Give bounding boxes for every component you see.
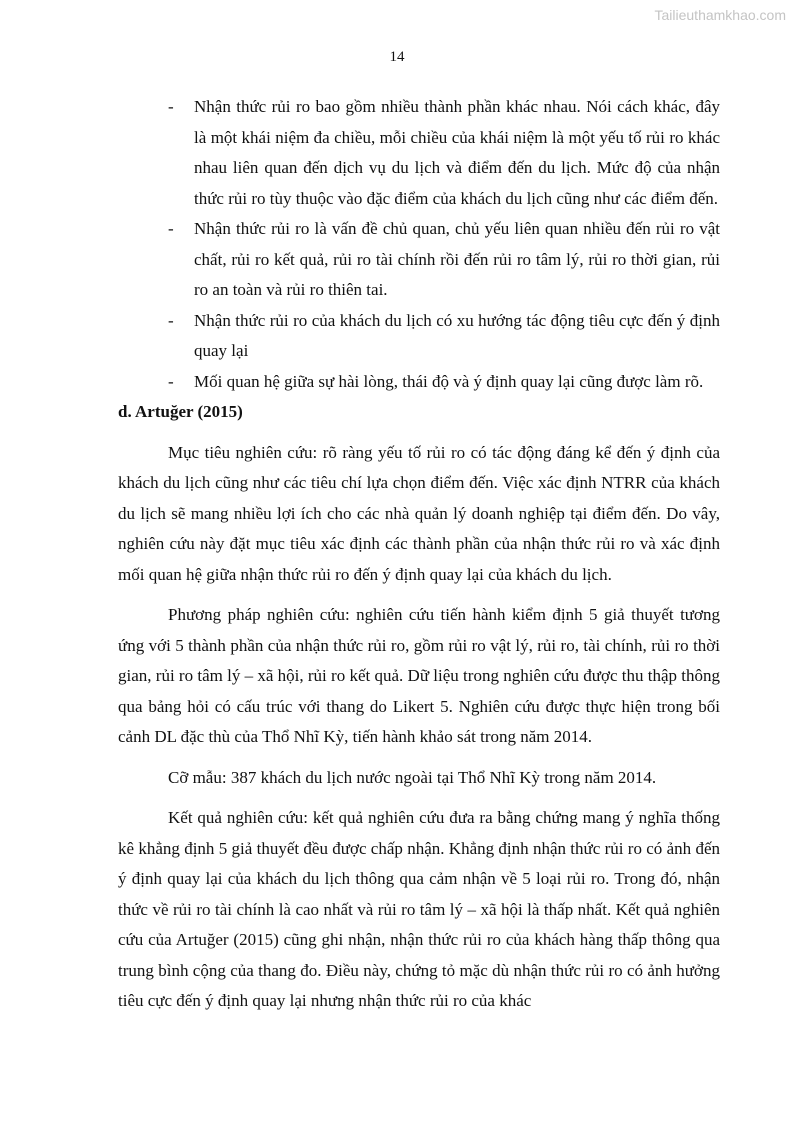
bullet-item bbox=[118, 214, 720, 306]
bullet-item bbox=[118, 306, 720, 367]
bullet-text: Nhận thức rủi ro bao gồm nhiều thành phần khác nhau. Nói cách khác, đây là một khái niệm đa chiều, mỗi chiều của khái niệm là một yếu tố rủi ro khác nhau liên quan đến dịch vụ du lịch và điểm đến du lịch. Mức độ của nhận thức rủi ro tùy thuộc vào đặc điểm của khách du lịch cũng như các điểm đến. bbox=[194, 97, 720, 208]
bullet-marker: - bbox=[168, 219, 174, 238]
bullet-marker: - bbox=[168, 97, 174, 116]
bullet-list bbox=[118, 92, 720, 397]
bullet-item bbox=[118, 92, 720, 214]
paragraph-research-method: Phương pháp nghiên cứu: nghiên cứu tiến hành kiểm định 5 giả thuyết tương ứng với 5 thành phần của nhận thức rủi ro, gồm rủi ro vật lý, rủi ro, tài chính, rủi ro thời gian, rủi ro tâm lý – xã hội, rủi ro kết quả. Dữ liệu trong nghiên cứu được thu thập thông qua bảng hỏi có cấu trúc với thang do Likert 5. Nghiên cứu được thực hiện trong bối cảnh DL đặc thù của Thổ Nhĩ Kỳ, tiến hành khảo sát trong năm 2014. bbox=[118, 605, 720, 746]
bullet-item bbox=[118, 367, 720, 398]
paragraph-research-results: Kết quả nghiên cứu: kết quả nghiên cứu đưa ra bằng chứng mang ý nghĩa thống kê khẳng định 5 giả thuyết đều được chấp nhận. Khẳng định nhận thức rủi ro có ảnh đến ý định quay lại của khách du lịch thông qua cảm nhận về 5 loại rủi ro. Trong đó, nhận thức về rủi ro tài chính là cao nhất và rủi ro tâm lý – xã hội là thấp nhất. Kết quả nghiên cứu của Artuğer (2015) cũng ghi nhận, nhận thức rủi ro của khách hàng thấp thông qua trung bình cộng của thang đo. Điều này, chứng tỏ mặc dù nhận thức rủi ro có ảnh hưởng tiêu cực đến ý định quay lại nhưng nhận thức rủi ro của khác bbox=[118, 808, 720, 1010]
bullet-marker: - bbox=[168, 310, 174, 330]
paragraph-research-objective: Mục tiêu nghiên cứu: rõ ràng yếu tố rủi ro có tác động đáng kể đến ý định của khách du lịch cũng như các tiêu chí lựa chọn điểm đến. Việc xác định NTRR của khách du lịch sẽ mang nhiều lợi ích cho các nhà quản lý doanh nghiệp tại điểm đến. Do vây, nghiên cứu này đặt mục tiêu xác định các thành phần của nhận thức rủi ro và xác định mối quan hệ giữa nhận thức rủi ro đến ý định quay lại của khách du lịch. bbox=[118, 442, 720, 584]
bullet-marker: - bbox=[168, 371, 174, 391]
bullet-text: Nhận thức rủi ro là vấn đề chủ quan, chủ yếu liên quan nhiều đến rủi ro vật chất, rủi ro kết quả, rủi ro tài chính rồi đến rủi ro tâm lý, rủi ro thời gian, rủi ro an toàn và rủi ro thiên tai. bbox=[194, 219, 720, 299]
watermark: Tailieuthamkhao.com bbox=[654, 7, 786, 23]
bullet-text: Mối quan hệ giữa sự hài lòng, thái độ và ý định quay lại cũng được làm rõ. bbox=[194, 371, 704, 391]
paragraph-sample-size: Cỡ mẫu: 387 khách du lịch nước ngoài tại Thổ Nhĩ Kỳ trong năm 2014. bbox=[168, 767, 657, 787]
bullet-text: Nhận thức rủi ro của khách du lịch có xu hướng tác động tiêu cực đến ý định quay lại bbox=[194, 310, 720, 360]
page-content bbox=[118, 92, 720, 1017]
section-heading: d. Artuğer (2015) bbox=[118, 402, 243, 421]
page-number: 14 bbox=[389, 49, 405, 65]
